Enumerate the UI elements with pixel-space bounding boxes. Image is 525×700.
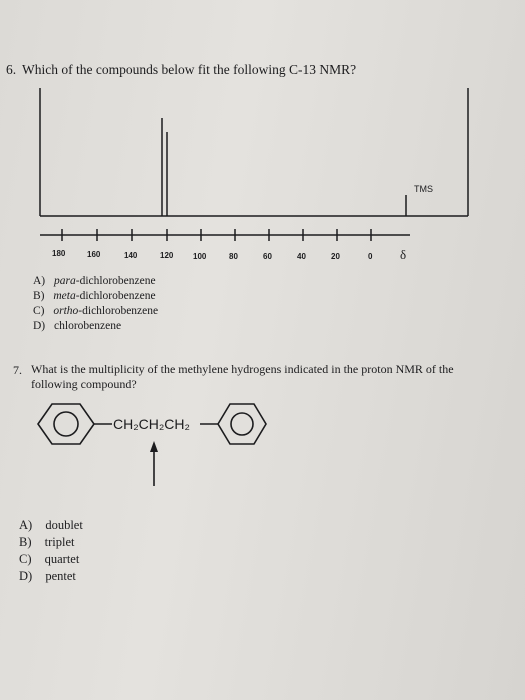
q7-question-line2: following compound?: [31, 377, 137, 391]
option-text: -dichlorobenzene: [78, 305, 159, 317]
option-text: -dichlorobenzene: [75, 275, 156, 287]
option-prefix: meta: [53, 290, 76, 302]
q6-question: Which of the compounds below fit the following C-13 NMR?: [22, 62, 357, 77]
tick-label-20: 20: [331, 252, 340, 261]
tick-label-120: 120: [160, 251, 174, 260]
option-text: triplet: [44, 535, 75, 549]
q7-number: 7.: [13, 363, 22, 377]
delta-symbol: δ: [400, 247, 407, 262]
option-letter: C): [33, 305, 45, 317]
option-letter: D): [33, 320, 46, 332]
option-prefix: ortho: [53, 305, 79, 317]
tick-label-160: 160: [87, 250, 101, 259]
q6-number: 6.: [6, 62, 17, 77]
indicator-arrowhead: [150, 441, 158, 452]
option-prefix: para: [54, 275, 76, 287]
tick-label-80: 80: [229, 252, 238, 261]
q7-option-b[interactable]: [19, 535, 74, 550]
option-letter: B): [19, 535, 32, 549]
option-text: quartet: [44, 552, 80, 566]
q7-option-c[interactable]: [19, 552, 79, 567]
option-letter: C): [19, 552, 32, 566]
methylene-chain: CH₂CH₂CH₂: [113, 416, 190, 432]
tick-label-140: 140: [124, 251, 138, 260]
tick-label-100: 100: [193, 252, 207, 261]
tms-label: TMS: [414, 184, 433, 194]
option-letter: A): [19, 518, 33, 532]
option-letter: D): [19, 569, 33, 583]
option-text: chlorobenzene: [54, 320, 122, 332]
q7-option-d[interactable]: [19, 569, 76, 584]
option-letter: B): [33, 290, 45, 302]
q7-option-a[interactable]: [19, 518, 83, 533]
option-text: doublet: [45, 518, 83, 532]
tick-label-180: 180: [52, 249, 66, 258]
option-letter: A): [33, 275, 46, 287]
tick-label-60: 60: [263, 252, 272, 261]
left-benzene-ring: [38, 404, 94, 444]
q7-question-line1: What is the multiplicity of the methylene hydrogens indicated in the proton NMR of the: [31, 362, 454, 376]
right-benzene-ring: [218, 404, 266, 444]
tick-label-40: 40: [297, 252, 306, 261]
option-text: pentet: [45, 569, 76, 583]
tick-label-0: 0: [368, 252, 373, 261]
option-text: -dichlorobenzene: [75, 290, 156, 302]
